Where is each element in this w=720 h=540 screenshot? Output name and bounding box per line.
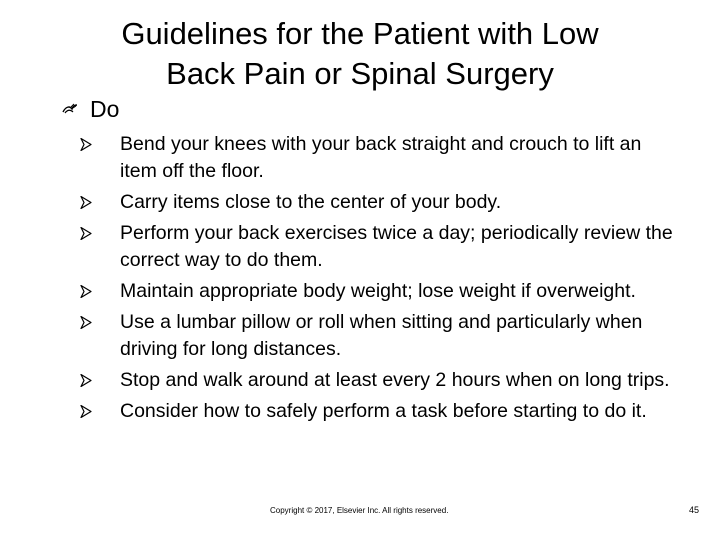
- list-item: [80, 131, 680, 185]
- section-heading: Do: [90, 96, 120, 122]
- right-arrowhead-icon: [80, 405, 92, 418]
- slide-title: [60, 14, 660, 94]
- right-arrowhead-icon: [80, 316, 92, 329]
- list-item-text: Carry items close to the center of your body.: [120, 191, 502, 213]
- right-arrowhead-icon: [80, 227, 92, 240]
- list-item-text: Use a lumbar pillow or roll when sitting and particularly when driving for long distances.: [120, 311, 643, 360]
- list-item: [80, 220, 680, 274]
- copyright-footer: Copyright © 2017, Elsevier Inc. All rights reserved.: [270, 506, 449, 515]
- list-item: [80, 189, 680, 216]
- list-item: [80, 278, 680, 305]
- list-item: [80, 309, 680, 363]
- list-item-text: Consider how to safely perform a task before starting to do it.: [120, 400, 647, 422]
- slide-title-line: Back Pain or Spinal Surgery: [166, 56, 554, 91]
- right-arrowhead-icon: [80, 285, 92, 298]
- slide-title-line: Guidelines for the Patient with Low: [121, 16, 599, 51]
- page-number: 45: [689, 505, 700, 515]
- list-item-text: Bend your knees with your back straight and crouch to lift an item off the floor.: [120, 133, 642, 182]
- wingding-bullet-icon: [62, 103, 78, 115]
- right-arrowhead-icon: [80, 196, 92, 209]
- list-item-text: Perform your back exercises twice a day; periodically review the correct way to do them.: [120, 222, 673, 271]
- bullet-list: [80, 131, 680, 429]
- right-arrowhead-icon: [80, 138, 92, 151]
- list-item: [80, 367, 680, 394]
- list-item-text: Stop and walk around at least every 2 hours when on long trips.: [120, 369, 670, 391]
- list-item: [80, 398, 680, 425]
- list-item-text: Maintain appropriate body weight; lose weight if overweight.: [120, 280, 636, 302]
- right-arrowhead-icon: [80, 374, 92, 387]
